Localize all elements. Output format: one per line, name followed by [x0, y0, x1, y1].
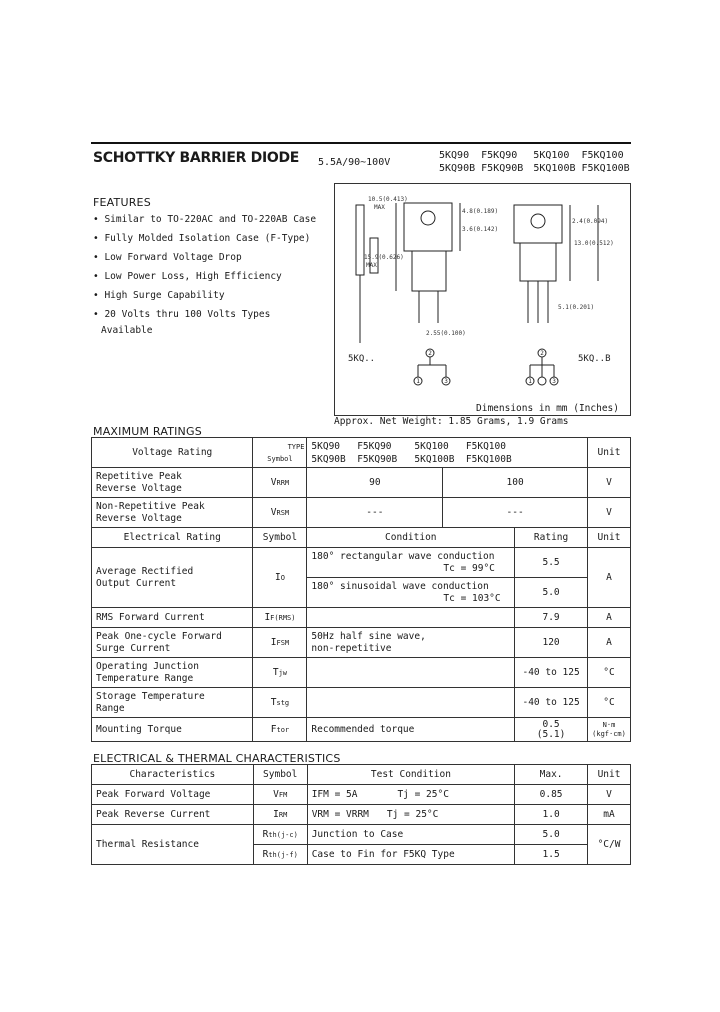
- voltage-rating-header: Voltage Rating: [92, 438, 253, 468]
- max-ratings-heading: MAXIMUM RATINGS: [93, 425, 202, 438]
- type-symbol-header: TYPE Symbol: [253, 438, 307, 468]
- document-title: SCHOTTKY BARRIER DIODE: [93, 150, 300, 166]
- feature-continuation: Available: [101, 325, 153, 336]
- table-row: Peak Reverse Current IRM VRM = VRRM Tj = 25°C 1.0 mA: [92, 805, 631, 825]
- table-row: Non-Repetitive Peak Reverse Voltage VRSM --- --- V: [92, 498, 631, 528]
- table-row: Average Rectified Output Current IO 180° rectangular wave conduction Tc = 99°C 5.5 A: [92, 548, 631, 578]
- svg-text:5.1(0.201): 5.1(0.201): [558, 304, 595, 311]
- types-header: 5KQ90 F5KQ90 5KQ100 F5KQ100 5KQ90B F5KQ90B 5KQ100B F5KQ100B: [307, 438, 588, 468]
- features-heading: FEATURES: [93, 196, 151, 209]
- table-row: Thermal Resistance Rth(j-c) Junction to Case 5.0 °C/W: [92, 825, 631, 845]
- features-list: [93, 210, 333, 340]
- svg-text:3.6(0.142): 3.6(0.142): [462, 226, 499, 233]
- elec-thermal-heading: ELECTRICAL & THERMAL CHARACTERISTICS: [93, 752, 341, 765]
- max-ratings-table: [91, 437, 631, 742]
- part-number: F5KQ100B: [581, 163, 630, 174]
- rating-summary: 5.5A/90~100V: [318, 157, 391, 168]
- part-number: 5KQ90B: [439, 163, 476, 174]
- svg-text:MAX: MAX: [374, 204, 385, 211]
- package-outline-drawing: [334, 183, 630, 415]
- table-row: Storage Temperature Range Tstg -40 to 125 °C: [92, 688, 631, 718]
- table-row: Peak Forward Voltage VFM IFM = 5A Tj = 25°C 0.85 V: [92, 785, 631, 805]
- svg-text:MAX: MAX: [366, 262, 377, 269]
- table-row: Peak One-cycle Forward Surge Current IFSM 50Hz half sine wave, non-repetitive 120 A: [92, 628, 631, 658]
- feature-item: • Similar to TO-220AC and TO-220AB Case: [93, 214, 317, 225]
- dimensions-caption: Dimensions in mm (Inches): [476, 403, 619, 414]
- pin-label: 1: [416, 378, 420, 385]
- elec-thermal-header-row: Characteristics Symbol Test Condition Max. Unit: [92, 765, 631, 785]
- elec-rating-header-row: Electrical Rating Symbol Condition Rating Unit: [92, 528, 631, 548]
- table-row: Mounting Torque Ftor Recommended torque 0.5 (5.1) N·m (kgf·cm): [92, 718, 631, 742]
- table-row: 180° sinusoidal wave conduction Tc = 103°C 5.0: [92, 578, 631, 608]
- table-row: Operating Junction Temperature Range Tjw -40 to 125 °C: [92, 658, 631, 688]
- drawing-label-right: 5KQ..B: [578, 354, 611, 364]
- part-number: F5KQ90B: [481, 163, 524, 174]
- feature-item: • Low Forward Voltage Drop: [93, 252, 242, 263]
- svg-text:4.8(0.189): 4.8(0.189): [462, 208, 499, 215]
- elec-thermal-table: [91, 764, 631, 865]
- title-rule: [91, 142, 631, 144]
- part-number: F5KQ100: [581, 150, 624, 161]
- drawing-label-left: 5KQ..: [348, 354, 376, 364]
- table-row: RMS Forward Current IF(RMS) 7.9 A: [92, 608, 631, 628]
- feature-item: • Fully Molded Isolation Case (F-Type): [93, 233, 311, 244]
- svg-text:13.0(0.512): 13.0(0.512): [574, 240, 614, 247]
- part-number: 5KQ90: [439, 150, 470, 161]
- svg-text:10.5(0.413): 10.5(0.413): [368, 196, 408, 203]
- feature-item: • 20 Volts thru 100 Volts Types: [93, 309, 271, 320]
- svg-text:15.9(0.626): 15.9(0.626): [364, 254, 404, 261]
- svg-text:2.55(0.100): 2.55(0.100): [426, 330, 466, 337]
- part-numbers: [439, 149, 630, 175]
- pin-label: 1: [528, 378, 532, 385]
- part-number: 5KQ100B: [533, 163, 576, 174]
- unit-header: Unit: [588, 438, 631, 468]
- pin-label: 3: [444, 378, 448, 385]
- part-number: 5KQ100: [533, 150, 570, 161]
- pin-label: 2: [428, 350, 432, 357]
- table-row: Rth(j-f) Case to Fin for F5KQ Type 1.5: [92, 845, 631, 865]
- feature-item: • High Surge Capability: [93, 290, 225, 301]
- table-row: Repetitive Peak Reverse Voltage VRRM 90 100 V: [92, 468, 631, 498]
- feature-item: • Low Power Loss, High Efficiency: [93, 271, 282, 282]
- pin-label: 3: [552, 378, 556, 385]
- net-weight: Approx. Net Weight: 1.85 Grams, 1.9 Grams: [334, 416, 569, 427]
- svg-text:2.4(0.094): 2.4(0.094): [572, 218, 609, 225]
- part-number: F5KQ90: [481, 150, 518, 161]
- pin-label: 2: [540, 350, 544, 357]
